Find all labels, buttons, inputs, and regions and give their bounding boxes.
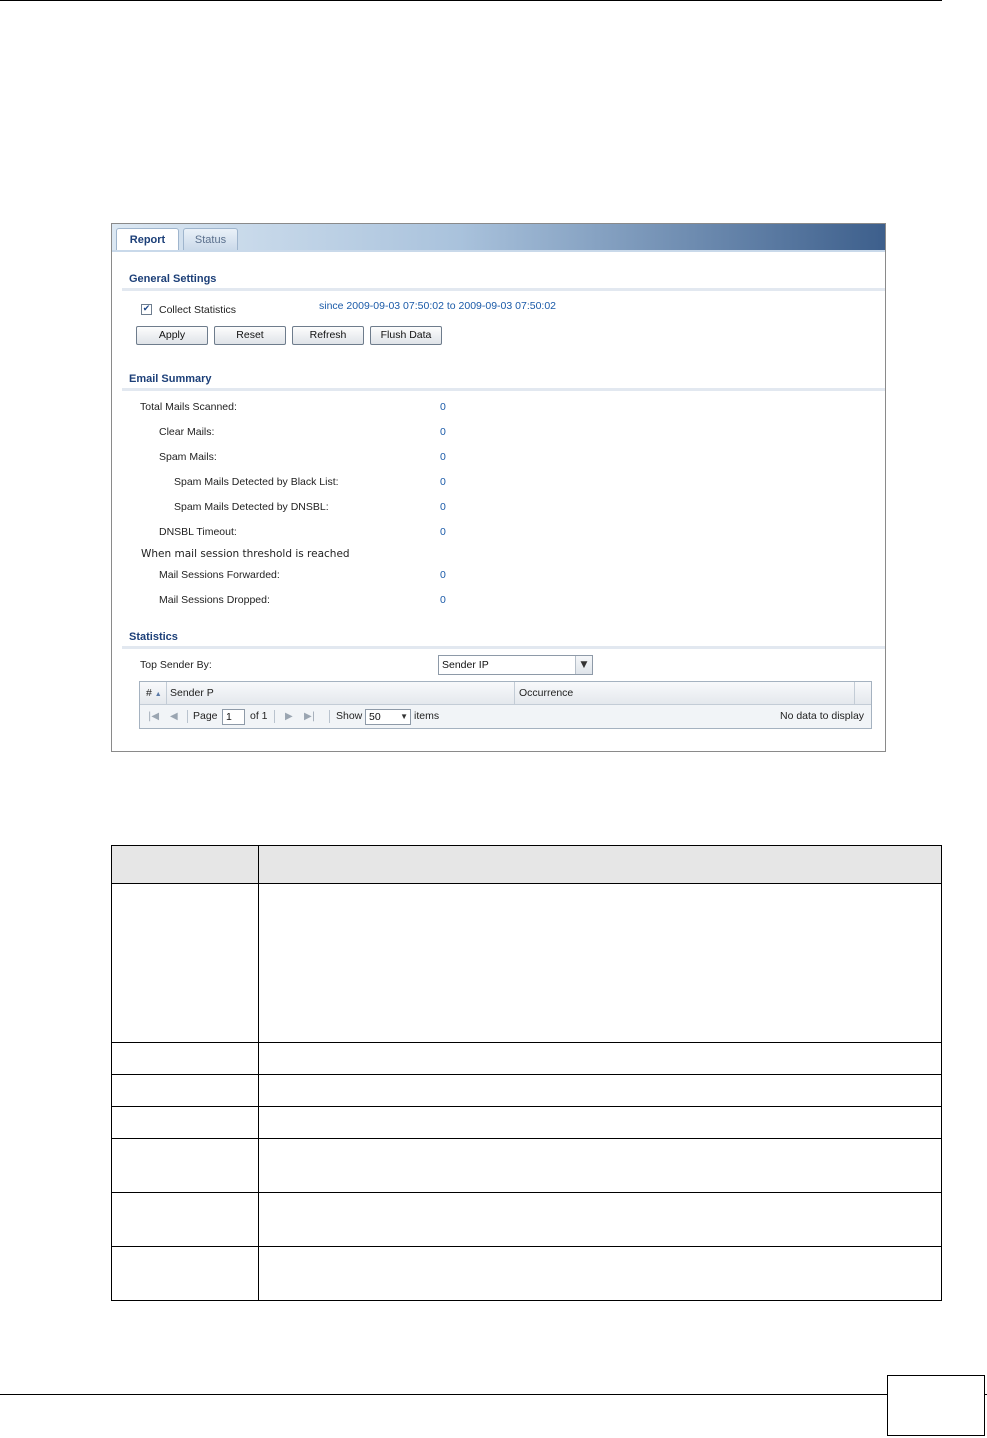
mail-sessions-forwarded-value: 0 <box>440 569 446 581</box>
table-header-cell <box>111 845 259 884</box>
spam-mails-value: 0 <box>440 451 446 463</box>
refresh-button[interactable]: Refresh <box>292 326 364 345</box>
last-page-icon[interactable]: ▶| <box>304 711 316 722</box>
page-number-input[interactable]: 1 <box>222 709 245 725</box>
description-table <box>111 845 942 1301</box>
table-cell <box>111 1106 259 1139</box>
top-sender-select[interactable] <box>438 655 593 675</box>
no-data-text: No data to display <box>780 710 865 722</box>
page-size-select[interactable] <box>365 709 411 725</box>
next-page-icon[interactable]: ▶ <box>285 711 293 722</box>
show-label: Show <box>336 710 363 722</box>
page-label: Page <box>193 710 218 722</box>
threshold-heading: When mail session threshold is reached <box>141 548 350 560</box>
pager-divider <box>329 710 330 723</box>
total-mails-scanned-value: 0 <box>440 401 446 413</box>
section-divider <box>122 646 885 649</box>
flush-data-button[interactable]: Flush Data <box>370 326 442 345</box>
tab-bar <box>112 224 885 251</box>
table-cell <box>111 1042 259 1075</box>
section-divider <box>122 388 885 391</box>
spam-dnsbl-label: Spam Mails Detected by DNSBL: <box>174 501 329 513</box>
spam-black-list-value: 0 <box>440 476 446 488</box>
top-sender-label: Top Sender By: <box>140 659 212 671</box>
pager-divider <box>274 710 275 723</box>
collect-statistics-checkbox[interactable] <box>141 304 152 315</box>
column-header-index-label: # <box>146 687 152 699</box>
top-sender-grid <box>139 681 872 729</box>
anti-spam-report-panel <box>111 223 886 752</box>
checkmark-icon: ✔ <box>142 304 151 314</box>
table-cell <box>111 1138 259 1193</box>
email-summary-title: Email Summary <box>129 373 212 385</box>
column-divider <box>854 682 855 704</box>
table-cell <box>111 883 259 1043</box>
page-number-box <box>887 1375 985 1436</box>
grid-header <box>140 682 871 705</box>
column-header-occurrence[interactable]: Occurrence <box>519 687 574 699</box>
statistics-period-text: since 2009-09-03 07:50:02 to 2009-09-03 07:50:02 <box>319 300 557 312</box>
tab-bar-underline <box>112 250 885 252</box>
dnsbl-timeout-label: DNSBL Timeout: <box>159 526 237 538</box>
table-cell <box>111 1246 259 1301</box>
spam-dnsbl-value: 0 <box>440 501 446 513</box>
tab-status[interactable]: Status <box>183 228 238 251</box>
mail-sessions-dropped-value: 0 <box>440 594 446 606</box>
reset-button[interactable]: Reset <box>214 326 286 345</box>
dnsbl-timeout-value: 0 <box>440 526 446 538</box>
clear-mails-value: 0 <box>440 426 446 438</box>
first-page-icon[interactable]: |◀ <box>148 711 160 722</box>
table-cell <box>111 1074 259 1107</box>
column-header-index[interactable] <box>146 682 166 704</box>
previous-page-icon[interactable]: ◀ <box>170 711 178 722</box>
pager-divider <box>187 710 188 723</box>
total-mails-scanned-label: Total Mails Scanned: <box>140 401 237 413</box>
table-cell <box>258 1042 942 1075</box>
clear-mails-label: Clear Mails: <box>159 426 215 438</box>
table-cell <box>111 1192 259 1247</box>
spam-mails-label: Spam Mails: <box>159 451 217 463</box>
sort-ascending-icon: ▲ <box>154 691 162 698</box>
collect-statistics-label: Collect Statistics <box>159 304 237 316</box>
column-divider <box>514 682 515 704</box>
table-cell <box>258 883 942 1043</box>
statistics-title: Statistics <box>129 631 178 643</box>
section-divider <box>122 288 885 291</box>
items-label: items <box>414 710 440 722</box>
grid-pager <box>140 705 871 728</box>
table-cell <box>258 1106 942 1139</box>
table-cell <box>258 1138 942 1193</box>
page-top-rule <box>0 0 942 1</box>
top-sender-selected-value: Sender IP <box>442 659 489 671</box>
mail-sessions-dropped-label: Mail Sessions Dropped: <box>159 594 270 606</box>
spam-black-list-label: Spam Mails Detected by Black List: <box>174 476 339 488</box>
table-cell <box>258 1192 942 1247</box>
chevron-down-icon[interactable]: ▼ <box>575 656 592 674</box>
mail-sessions-forwarded-label: Mail Sessions Forwarded: <box>159 569 280 581</box>
column-header-sender[interactable]: Sender P <box>170 687 214 699</box>
table-header-cell <box>258 845 942 884</box>
apply-button[interactable]: Apply <box>136 326 208 345</box>
tab-report[interactable]: Report <box>116 228 179 251</box>
table-cell <box>258 1246 942 1301</box>
page-size-value: 50 <box>369 711 381 723</box>
column-divider <box>166 682 167 704</box>
page-bottom-rule <box>0 1394 987 1395</box>
table-cell <box>258 1074 942 1107</box>
general-settings-title: General Settings <box>129 273 217 285</box>
page-count-label: of 1 <box>250 710 268 722</box>
chevron-down-icon[interactable]: ▼ <box>400 712 408 721</box>
